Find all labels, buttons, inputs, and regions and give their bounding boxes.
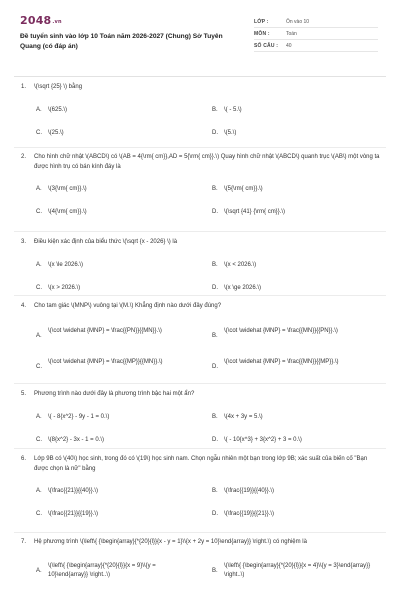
question-text: Cho tam giác \(MNP\) vuông tại \(M.\) Khẳng định nào dưới đây đúng?: [34, 303, 222, 309]
option-text: \(\frac{{21}}{{40}}.\): [48, 488, 99, 494]
option-text: \(3{\rm{ cm}}.\): [48, 186, 87, 192]
option-text: \( - 5.\): [224, 106, 242, 113]
question-number: 1.: [21, 84, 27, 90]
option-text: \(\frac{{19}}{{40}}.\): [224, 488, 275, 494]
option-label: B.: [212, 567, 218, 574]
document-title: Đề tuyển sinh vào lớp 10 Toán năm 2026-2027 (Chung) Sở Tuyên Quang (có đáp án): [20, 33, 223, 50]
option-label: A.: [36, 106, 42, 113]
question-divider: [14, 147, 386, 148]
option-c[interactable]: [36, 358, 196, 373]
option-label: A.: [36, 488, 42, 494]
option-label: D.: [212, 363, 218, 370]
option-text: \( - 8{x^2} - 9y - 1 = 0.\): [48, 413, 110, 420]
meta-row-count: [254, 40, 378, 52]
option-label: B.: [212, 186, 218, 192]
option-text: \(8{x^2} - 3x - 1 = 0.\): [48, 436, 105, 443]
option-label: A.: [36, 186, 42, 192]
option-label: C.: [36, 363, 42, 370]
question-divider: [14, 532, 386, 533]
option-d[interactable]: [212, 510, 374, 520]
meta-key: LỚP :: [254, 18, 269, 25]
option-a[interactable]: [36, 261, 198, 271]
question-text: \(\sqrt {25} \) bằng: [34, 84, 83, 90]
option-a[interactable]: [36, 106, 198, 116]
option-label: C.: [36, 511, 42, 517]
option-c[interactable]: [36, 284, 198, 294]
option-a[interactable]: [36, 562, 196, 581]
question-divider: [14, 295, 386, 296]
option-b[interactable]: [212, 562, 374, 581]
option-a[interactable]: [36, 185, 198, 195]
meta-key: SỐ CÂU :: [254, 42, 279, 49]
question-stem: [14, 83, 386, 93]
option-text: \(\left\{ {\begin{array}{*{20}{l}}{x = 4}\\{y = 3}\end{array}} \right..\): [224, 562, 371, 578]
option-label: C.: [36, 284, 42, 291]
option-text: \(625.\): [48, 106, 68, 113]
question-item: [14, 83, 386, 136]
question-text: Lớp 9B có \(40\) học sinh, trong đó có \(19\) học sinh nam. Chọn ngẫu nhiên một bạn trong lớp 9B; xác suất của biến cố "Bạn được chọn là nữ" bằng: [34, 456, 368, 472]
question-divider: [14, 383, 386, 384]
option-text: \(\left\{ {\begin{array}{*{20}{l}}{x = 9}\\{y = 10}\end{array}} \right..\): [48, 562, 156, 578]
option-label: C.: [36, 129, 42, 136]
meta-row-class: [254, 16, 378, 28]
option-c[interactable]: [36, 510, 198, 520]
option-text: \(\sqrt {41} {\rm{ cm}}.\): [224, 209, 286, 215]
option-text: \(x < 2026.\): [224, 261, 257, 268]
option-text: \(\cot \widehat {MNP} = \frac{{MN}}{{MP}}.\): [224, 358, 339, 365]
option-b[interactable]: [212, 413, 374, 423]
question-text: Điều kiện xác định của biểu thức \(\sqrt {x - 2026} \) là: [34, 239, 178, 245]
question-stem: [14, 538, 386, 548]
meta-value: Toán: [286, 30, 297, 37]
question-number: 4.: [21, 303, 27, 309]
option-b[interactable]: [212, 487, 374, 497]
option-b[interactable]: [212, 261, 374, 271]
header-divider: [14, 76, 386, 77]
option-b[interactable]: [212, 106, 374, 116]
option-text: \(\frac{{19}}{{21}}.\): [224, 511, 275, 517]
option-label: A.: [36, 567, 42, 574]
option-label: D.: [212, 511, 218, 517]
option-d[interactable]: [212, 208, 374, 218]
option-d[interactable]: [212, 436, 374, 446]
meta-table: [254, 16, 378, 52]
question-number: 7.: [21, 539, 27, 545]
option-label: B.: [212, 261, 218, 268]
option-text: \( - 10{x^3} + 3{x^2} + 3 = 0.\): [224, 436, 302, 443]
option-a[interactable]: [36, 487, 198, 497]
option-label: D.: [212, 284, 218, 291]
option-text: \(\cot \widehat {MNP} = \frac{{MP}}{{MN}}.\): [48, 358, 163, 365]
question-stem: [14, 153, 386, 172]
option-d[interactable]: [212, 358, 374, 373]
option-label: B.: [212, 332, 218, 339]
question-item: [14, 153, 386, 215]
site-logo[interactable]: [20, 14, 62, 27]
option-text: \(\cot \widehat {MNP} = \frac{{MN}}{{PN}}.\): [224, 327, 338, 334]
option-d[interactable]: [212, 284, 374, 294]
option-a[interactable]: [36, 413, 198, 423]
option-label: A.: [36, 332, 42, 339]
question-divider: [14, 231, 386, 232]
question-number: 6.: [21, 456, 27, 462]
question-divider: [14, 448, 386, 449]
question-item: [14, 455, 386, 517]
option-c[interactable]: [36, 208, 198, 218]
question-text: Hệ phương trình \(\left\{ {\begin{array}{*{20}{l}}{x - y = 1}\\{x + 2y = 10}\end{array}} \right.\) có nghiệm là: [34, 539, 307, 545]
option-text: \(4{\rm{ cm}}.\): [48, 209, 87, 215]
meta-row-subject: [254, 28, 378, 40]
question-number: 2.: [21, 154, 27, 160]
question-item: [14, 390, 386, 443]
option-text: \(\frac{{21}}{{19}}.\): [48, 511, 99, 517]
option-text: \(x > 2026.\): [48, 284, 81, 291]
meta-value: Ôn vào 10: [286, 18, 310, 25]
logo-main: 2048: [20, 14, 52, 27]
question-item: [14, 538, 386, 578]
option-label: A.: [36, 413, 42, 420]
question-item: [14, 238, 386, 291]
question-text: Cho hình chữ nhật \(ABCD\) có \(AB = 4{\rm{ cm}},AD = 5{\rm{ cm}}.\) Quay hình chữ nhật \(ABCD\) quanh trục \(AB\) một vòng ta được hình trụ có bán kính đáy là: [34, 154, 380, 170]
option-b[interactable]: [212, 185, 374, 195]
document-page: [14, 10, 386, 578]
question-stem: [14, 390, 386, 400]
option-c[interactable]: [36, 436, 198, 446]
question-text: Phương trình nào dưới đây là phương trình bậc hai một ẩn?: [34, 391, 195, 397]
option-text: \(x \le 2026.\): [48, 261, 84, 268]
meta-key: MÔN :: [254, 30, 270, 37]
option-d[interactable]: [212, 129, 374, 139]
option-text: \(5.\): [224, 129, 237, 136]
option-label: C.: [36, 436, 42, 443]
option-text: \(4x + 3y = 5.\): [224, 413, 263, 420]
option-text: \(25.\): [48, 129, 64, 136]
question-number: 5.: [21, 391, 27, 397]
option-c[interactable]: [36, 129, 198, 139]
logo-suffix: .vn: [52, 19, 62, 25]
option-label: B.: [212, 413, 218, 420]
option-label: B.: [212, 488, 218, 494]
document-header: [14, 10, 386, 68]
option-label: D.: [212, 436, 218, 443]
option-b[interactable]: [212, 327, 374, 342]
option-text: \(\cot \widehat {MNP} = \frac{{PN}}{{MN}}.\): [48, 327, 162, 334]
option-a[interactable]: [36, 327, 196, 342]
option-label: D.: [212, 129, 218, 136]
question-stem: [14, 238, 386, 248]
question-number: 3.: [21, 239, 27, 245]
question-item: [14, 302, 386, 370]
option-label: D.: [212, 209, 218, 215]
question-stem: [14, 455, 386, 474]
option-label: B.: [212, 106, 218, 113]
option-label: A.: [36, 261, 42, 268]
option-label: C.: [36, 209, 42, 215]
meta-value: 40: [286, 42, 292, 49]
option-text: \(x \ge 2026.\): [224, 284, 262, 291]
question-stem: [14, 302, 386, 312]
option-text: \(5{\rm{ cm}}.\): [224, 186, 263, 192]
